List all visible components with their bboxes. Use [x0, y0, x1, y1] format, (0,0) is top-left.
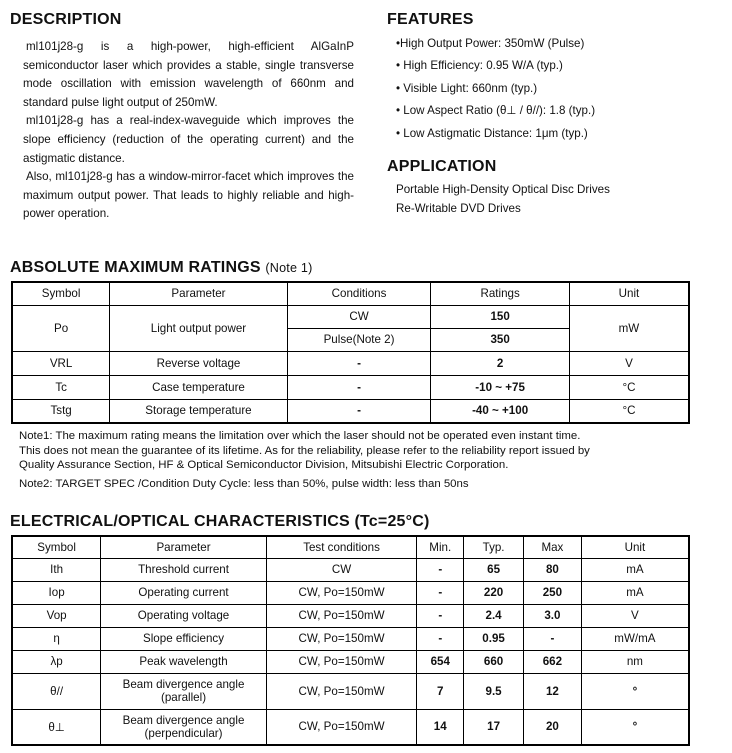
eoc-cell-parameter [101, 709, 267, 745]
eoc-cell-conditions: CW [266, 558, 417, 581]
eoc-cell-typ: 65 [464, 558, 524, 581]
eoc-parameter-line1: Beam divergence angle [122, 713, 245, 727]
eoc-cell-min: - [417, 558, 464, 581]
table-row [12, 604, 689, 627]
amr-header-symbol: Symbol [12, 282, 110, 305]
eoc-cell-max: 12 [523, 673, 581, 709]
feature-item-astigmatic: • Low Astigmatic Distance: 1μm (typ.) [396, 126, 588, 140]
application-list [396, 180, 610, 218]
amr-cell-ratings: -10 ~ +75 [431, 375, 570, 399]
eoc-title: ELECTRICAL/OPTICAL CHARACTERISTICS (Tc=25°C) [10, 513, 430, 530]
eoc-cell-symbol: η [12, 627, 101, 650]
eoc-cell-min: - [417, 627, 464, 650]
table-row [12, 375, 689, 399]
eoc-cell-symbol: θ// [12, 673, 101, 709]
eoc-cell-conditions: CW, Po=150mW [266, 673, 417, 709]
eoc-cell-conditions: CW, Po=150mW [266, 581, 417, 604]
eoc-header-parameter: Parameter [101, 536, 267, 558]
amr-cell-parameter: Reverse voltage [110, 351, 287, 375]
description-paragraph-2: ml101j28-g has a real-index-waveguide which improves the slope efficiency (reduction of the operating current) and the astigmatic distance. [23, 114, 354, 165]
eoc-header-conditions: Test conditions [266, 536, 417, 558]
eoc-cell-parameter: Operating voltage [101, 604, 267, 627]
eoc-cell-conditions: CW, Po=150mW [266, 604, 417, 627]
eoc-cell-typ: 2.4 [464, 604, 524, 627]
amr-cell-unit: °C [569, 399, 689, 423]
eoc-cell-unit: ° [581, 709, 689, 745]
feature-item-visible-light: • Visible Light: 660nm (typ.) [396, 81, 538, 95]
description-paragraph-3: Also, ml101j28-g has a window-mirror-facet which improves the maximum output power. That leads to highly reliable and high-power operation. [23, 170, 354, 221]
description-title: DESCRIPTION [10, 11, 122, 28]
eoc-cell-min: 654 [417, 650, 464, 673]
amr-header-ratings: Ratings [431, 282, 570, 305]
eoc-cell-max: 250 [523, 581, 581, 604]
eoc-cell-parameter: Operating current [101, 581, 267, 604]
eoc-cell-min: 7 [417, 673, 464, 709]
amr-po-cond-pulse: Pulse(Note 2) [287, 328, 431, 351]
table-row [12, 351, 689, 375]
eoc-cell-min: - [417, 581, 464, 604]
eoc-cell-typ: 17 [464, 709, 524, 745]
eoc-cell-parameter: Peak wavelength [101, 650, 267, 673]
eoc-cell-unit: nm [581, 650, 689, 673]
eoc-cell-min: 14 [417, 709, 464, 745]
application-item-dvd-drives: Re-Writable DVD Drives [396, 202, 521, 215]
amr-header-unit: Unit [569, 282, 689, 305]
note2: Note2: TARGET SPEC /Condition Duty Cycle: less than 50%, pulse width: less than 50ns [19, 477, 469, 490]
eoc-header-symbol: Symbol [12, 536, 101, 558]
table-row [12, 650, 689, 673]
eoc-cell-typ: 0.95 [464, 627, 524, 650]
eoc-header-min: Min. [417, 536, 464, 558]
amr-po-rating-pulse: 350 [431, 328, 570, 351]
eoc-cell-conditions: CW, Po=150mW [266, 650, 417, 673]
eoc-cell-typ: 9.5 [464, 673, 524, 709]
eoc-cell-unit: mA [581, 581, 689, 604]
eoc-cell-max: 80 [523, 558, 581, 581]
amr-note-ref: (Note 1) [265, 261, 313, 275]
eoc-cell-symbol: Ith [12, 558, 101, 581]
eoc-cell-typ: 660 [464, 650, 524, 673]
amr-cell-unit: V [569, 351, 689, 375]
table-row [12, 627, 689, 650]
application-title: APPLICATION [387, 158, 497, 175]
amr-notes [19, 429, 719, 491]
amr-cell-symbol: Tc [12, 375, 110, 399]
eoc-header-unit: Unit [581, 536, 689, 558]
amr-cell-parameter: Case temperature [110, 375, 287, 399]
amr-cell-parameter: Storage temperature [110, 399, 287, 423]
description-paragraph-1: ml101j28-g is a high-power, high-efficient AlGaInP semiconductor laser which provides a stable, single transverse mode oscillation with emission wavelength of 660nm and standard pulse light output of 250mW. [23, 40, 354, 109]
eoc-header-typ: Typ. [464, 536, 524, 558]
features-title: FEATURES [387, 11, 474, 28]
amr-cell-conditions: - [287, 351, 431, 375]
eoc-cell-parameter: Slope efficiency [101, 627, 267, 650]
features-list [396, 33, 595, 145]
amr-header-row [12, 282, 689, 305]
eoc-cell-unit: V [581, 604, 689, 627]
table-row [12, 399, 689, 423]
eoc-cell-max: - [523, 627, 581, 650]
amr-cell-ratings: 2 [431, 351, 570, 375]
amr-cell-symbol: VRL [12, 351, 110, 375]
amr-po-parameter: Light output power [110, 305, 287, 351]
eoc-cell-max: 662 [523, 650, 581, 673]
eoc-cell-symbol: Vop [12, 604, 101, 627]
eoc-cell-parameter [101, 673, 267, 709]
eoc-parameter-line1: Beam divergence angle [122, 678, 245, 691]
amr-header-conditions: Conditions [287, 282, 431, 305]
eoc-cell-symbol: Iop [12, 581, 101, 604]
table-row [12, 305, 689, 328]
amr-po-unit: mW [569, 305, 689, 351]
eoc-cell-max: 20 [523, 709, 581, 745]
amr-cell-symbol: Tstg [12, 399, 110, 423]
feature-item-output-power: •High Output Power: 350mW (Pulse) [396, 37, 585, 50]
eoc-cell-parameter: Threshold current [101, 558, 267, 581]
description-body [23, 38, 354, 224]
amr-header-parameter: Parameter [110, 282, 287, 305]
table-row [12, 558, 689, 581]
amr-po-rating-cw: 150 [431, 305, 570, 328]
eoc-header-max: Max [523, 536, 581, 558]
table-row [12, 709, 689, 745]
feature-item-aspect-ratio: • Low Aspect Ratio (θ⊥ / θ//): 1.8 (typ.) [396, 104, 596, 118]
amr-po-symbol: Po [12, 305, 110, 351]
amr-title [10, 259, 312, 277]
amr-cell-ratings: -40 ~ +100 [431, 399, 570, 423]
eoc-cell-typ: 220 [464, 581, 524, 604]
eoc-cell-symbol: θ⊥ [12, 709, 101, 745]
amr-title-text: ABSOLUTE MAXIMUM RATINGS [10, 259, 261, 276]
eoc-cell-unit: mA [581, 558, 689, 581]
application-item-disc-drives: Portable High-Density Optical Disc Drives [396, 183, 610, 196]
eoc-cell-min: - [417, 604, 464, 627]
feature-item-efficiency: • High Efficiency: 0.95 W/A (typ.) [396, 59, 563, 73]
eoc-parameter-line2: (parallel) [160, 691, 207, 704]
amr-po-cond-cw: CW [287, 305, 431, 328]
eoc-cell-max: 3.0 [523, 604, 581, 627]
amr-cell-unit: °C [569, 375, 689, 399]
eoc-table [11, 535, 690, 746]
table-row [12, 581, 689, 604]
amr-cell-conditions: - [287, 399, 431, 423]
eoc-cell-conditions: CW, Po=150mW [266, 709, 417, 745]
amr-cell-conditions: - [287, 375, 431, 399]
note1-line2: This does not mean the guarantee of its lifetime. As for the reliability, please refer to the reliability report issued by [19, 444, 590, 457]
eoc-cell-unit: mW/mA [581, 627, 689, 650]
eoc-cell-conditions: CW, Po=150mW [266, 627, 417, 650]
table-row [12, 673, 689, 709]
amr-table [11, 281, 690, 424]
note1-line3: Quality Assurance Section, HF & Optical Semiconductor Division, Mitsubishi Electric Corporation. [19, 459, 509, 471]
eoc-parameter-line2: (perpendicular) [144, 726, 223, 740]
eoc-cell-symbol: λp [12, 650, 101, 673]
eoc-header-row [12, 536, 689, 558]
note1-line1: Note1: The maximum rating means the limitation over which the laser should not be operated even instant time. [19, 430, 581, 442]
eoc-cell-unit: ° [581, 673, 689, 709]
